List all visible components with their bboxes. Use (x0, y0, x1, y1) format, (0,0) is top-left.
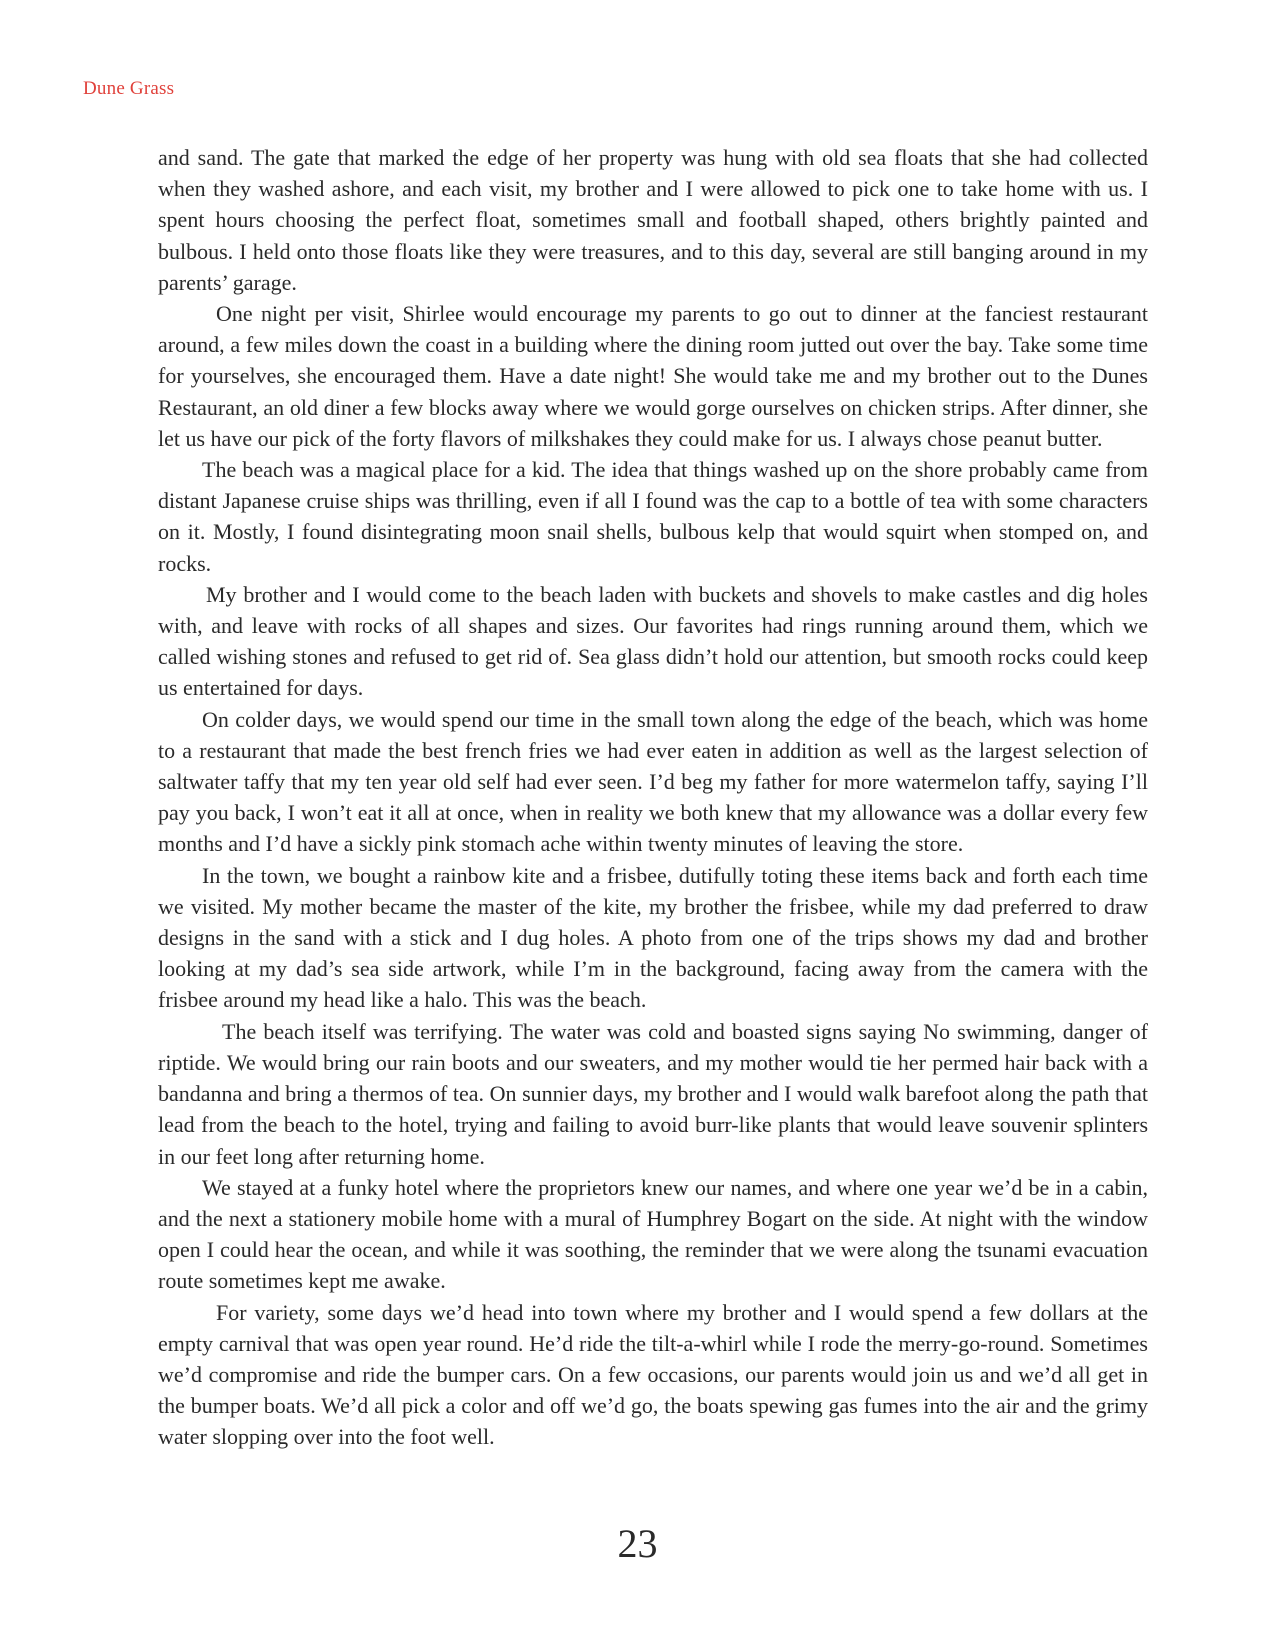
page-number: 23 (617, 1521, 658, 1566)
paragraph: The beach itself was terrifying. The water was cold and boasted signs saying No swimming, danger of riptide. We would bring our rain boots and our sweaters, and my mother would tie her permed hair back with a bandanna and bring a thermos of tea. On sunnier days, my brother and I would walk barefoot along the path that lead from the beach to the hotel, trying and failing to avoid burr-like plants that would leave souvenir splinters in our feet long after returning home. (158, 1018, 1148, 1169)
paragraph: For variety, some days we’d head into town where my brother and I would spend a few dollars at the empty carnival that was open year round. He’d ride the tilt-a-whirl while I rode the merry-go-round. Sometimes we’d compromise and ride the bumper cars. On a few occasions, our parents would join us and we’d all get in the bumper boats. We’d all pick a color and off we’d go, the boats spewing gas fumes into the air and the grimy water slopping over into the foot well. (158, 1299, 1148, 1450)
paragraph: In the town, we bought a rainbow kite and a frisbee, dutifully toting these items back and forth each time we visited. My mother became the master of the kite, my brother the frisbee, while my dad preferred to draw designs in the sand with a stick and I dug holes. A photo from one of the trips shows my dad and brother looking at my dad’s sea side artwork, while I’m in the background, facing away from the camera with the frisbee around my head like a halo. This was the beach. (158, 862, 1148, 1013)
paragraph: On colder days, we would spend our time in the small town along the edge of the beach, which was home to a restaurant that made the best french fries we had ever eaten in addition as well as the largest selection of saltwater taffy that my ten year old self had ever seen. I’d beg my father for more watermelon taffy, saying I’ll pay you back, I won’t eat it all at once, when in reality we both knew that my allowance was a dollar every few months and I’d have a sickly pink stomach ache within twenty minutes of leaving the store. (158, 706, 1148, 857)
paragraph: We stayed at a funky hotel where the proprietors knew our names, and where one year we’d be in a cabin, and the next a stationery mobile home with a mural of Humphrey Bogart on the side. At night with the window open I could hear the ocean, and while it was soothing, the reminder that we were along the tsunami evacuation route sometimes kept me awake. (158, 1174, 1148, 1294)
paragraph: The beach was a magical place for a kid. The idea that things washed up on the shore probably came from distant Japanese cruise ships was thrilling, even if all I found was the cap to a bottle of tea with some characters on it. Mostly, I found disintegrating moon snail shells, bulbous kelp that would squirt when stomped on, and rocks. (158, 457, 1148, 576)
paragraph: and sand. The gate that marked the edge of her property was hung with old sea floats that she had collected when they washed ashore, and each visit, my brother and I were allowed to pick one to take home with us. I spent hours choosing the perfect float, sometimes small and football shaped, others brightly painted and bulbous. I held onto those floats like they were treasures, and to this day, several are still banging around in my parents’ garage. (158, 145, 1148, 295)
running-header-title: Dune Grass (83, 78, 175, 99)
paragraph: One night per visit, Shirlee would encourage my parents to go out to dinner at the fanciest restaurant around, a few miles down the coast in a building where the dining room jutted out over the bay. Take some time for yourselves, she encouraged them. Have a date night! She would take me and my brother out to the Dunes Restaurant, an old diner a few blocks away where we would gorge ourselves on chicken strips. After dinner, she let us have our pick of the forty flavors of milkshakes they could make for us. I always chose peanut butter. (158, 301, 1148, 451)
body-text (158, 142, 1148, 1453)
paragraph: My brother and I would come to the beach laden with buckets and shovels to make castles and dig holes with, and leave with rocks of all shapes and sizes. Our favorites had rings running around them, which we called wishing stones and refused to get rid of. Sea glass didn’t hold our attention, but smooth rocks could keep us entertained for days. (158, 581, 1148, 701)
